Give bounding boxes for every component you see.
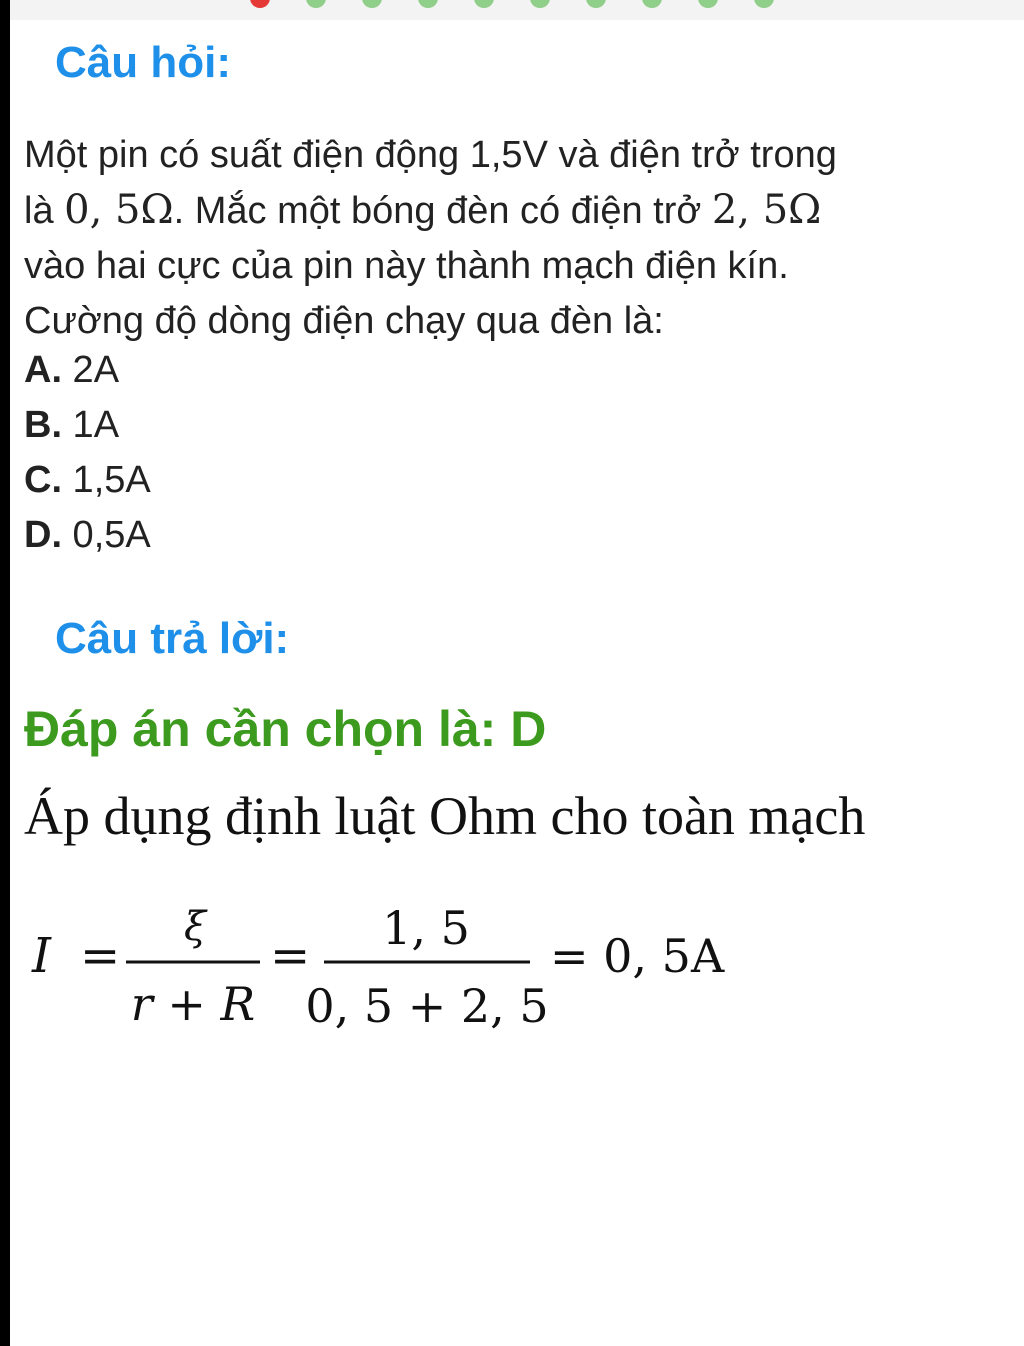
progress-dot-10[interactable] — [754, 0, 774, 8]
formula-lhs: I — [32, 928, 51, 984]
formula-denominator-1: r + R — [130, 977, 256, 1031]
bulb-resistance-value: 2, 5Ω — [711, 187, 822, 233]
correct-answer: Đáp án cần chọn là: D — [24, 701, 547, 757]
progress-dot-4[interactable] — [418, 0, 438, 8]
formula-emf-numerator: ξ — [183, 904, 207, 950]
explanation-text: Áp dụng định luật Ohm cho toàn mạch — [24, 786, 866, 846]
answer-options — [24, 343, 151, 563]
progress-dot-7[interactable] — [586, 0, 606, 8]
internal-resistance-value: 0, 5Ω — [64, 187, 174, 233]
option-a[interactable]: A. 2A — [24, 349, 120, 391]
question-heading: Câu hỏi: — [55, 38, 231, 87]
progress-dot-2[interactable] — [306, 0, 326, 8]
formula-equals-1: = — [80, 928, 121, 984]
screen-edge — [0, 0, 10, 1346]
question-text — [24, 128, 1014, 349]
progress-dot-3[interactable] — [362, 0, 382, 8]
formula-result: = 0, 5A — [550, 929, 725, 983]
question-line-1: Một pin có suất điện động 1,5V và điện trở trong — [24, 134, 837, 176]
answer-heading: Câu trả lời: — [55, 614, 290, 663]
formula-equals-2: = — [270, 928, 311, 984]
progress-dot-5[interactable] — [474, 0, 494, 8]
question-line-3: vào hai cực của pin này thành mạch điện kín. — [24, 245, 789, 287]
option-c[interactable]: C. 1,5A — [24, 459, 151, 501]
progress-dot-1[interactable] — [250, 0, 270, 8]
question-line-4: Cường độ dòng điện chạy qua đèn là: — [24, 300, 664, 342]
progress-dot-8[interactable] — [642, 0, 662, 8]
progress-dot-9[interactable] — [698, 0, 718, 8]
progress-dot-6[interactable] — [530, 0, 550, 8]
question-line-2: là 0, 5Ω. Mắc một bóng đèn có điện trở 2, 5Ω — [24, 187, 822, 233]
progress-dots — [250, 0, 774, 8]
option-d[interactable]: D. 0,5A — [24, 514, 151, 556]
progress-bar — [10, 0, 1024, 20]
formula-numerator-2: 1, 5 — [382, 901, 470, 955]
formula-denominator-2: 0, 5 + 2, 5 — [305, 979, 549, 1033]
ohm-law-formula — [30, 890, 770, 1050]
option-b[interactable]: B. 1A — [24, 404, 120, 446]
